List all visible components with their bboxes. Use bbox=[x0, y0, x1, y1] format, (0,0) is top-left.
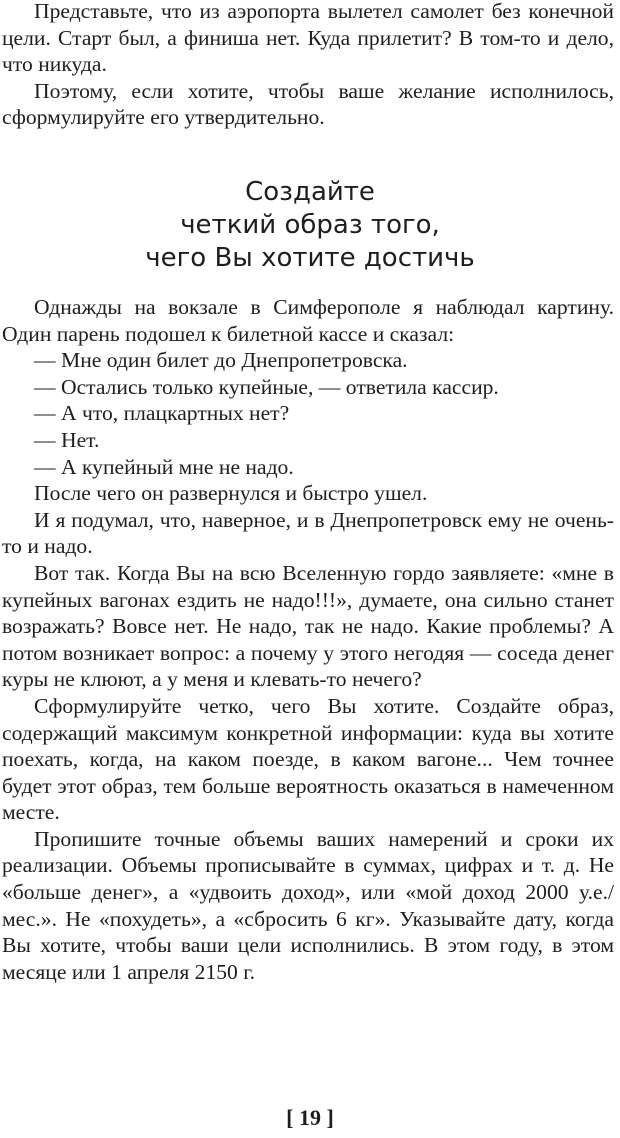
paragraph: Пропишите точные объемы ваших намерений и сроки их реализации. Объемы прописывайте в суммах, цифрах и т. д. Не «больше денег», а «удвоить доход», или «мой доход 2000 у.е./мес.». Не «похудеть», а «сбросить 6 кг». Указывайте дату, когда Вы хотите, чтобы ваши цели исполнились. В этом году, в этом месяце или 1 апреля 2150 г. bbox=[2, 826, 614, 984]
dialog-line: — Остались только купейные, — ответила кассир. bbox=[34, 374, 499, 399]
paragraph: Вот так. Когда Вы на всю Вселенную гордо заявляете: «мне в купейных вагонах ездить не надо!!!», думаете, она сильно станет возражать? Вовсе нет. Не надо, так не надо. Какие проблемы? А потом возникает вопрос: а почему у этого негодяя — соседа денег куры не клюют, а у меня и клевать-то нечего? bbox=[2, 560, 614, 692]
paragraph: Однажды на вокзале в Симферополе я наблюдал картину. Один парень подошел к билетной кассе и сказал: bbox=[2, 295, 614, 346]
heading-line: четкий образ того, bbox=[180, 210, 440, 240]
heading-line: Создайте bbox=[245, 177, 375, 207]
paragraph: И я подумал, что, наверное, и в Днепропетровск ему не очень-то и надо. bbox=[2, 507, 614, 559]
heading-line: чего Вы хотите достичь bbox=[145, 243, 475, 273]
dialog-line: — Нет. bbox=[34, 427, 100, 452]
intro-text bbox=[2, 0, 614, 131]
dialog-line: — А купейный мне не надо. bbox=[34, 454, 294, 479]
dialog-line: — Мне один билет до Днепропетровска. bbox=[34, 348, 408, 373]
body-text bbox=[2, 294, 614, 985]
page-number: [ 19 ] bbox=[286, 1105, 334, 1130]
section-heading bbox=[0, 176, 620, 275]
paragraph: Сформулируйте четко, чего Вы хотите. Создайте образ, содержащий максимум конкретной информации: куда вы хотите поехать, когда, на каком поезде, в каком вагоне... Чем точнее будет этот образ, тем больше вероятность оказаться в намеченном месте. bbox=[2, 693, 614, 825]
paragraph: После чего он развернулся и быстро ушел. bbox=[34, 481, 428, 506]
paragraph: Поэтому, если хотите, чтобы ваше желание исполнилось, сформулируйте его утвердительно. bbox=[2, 78, 614, 130]
dialog-line: — А что, плацкартных нет? bbox=[34, 401, 290, 426]
paragraph: Представьте, что из аэропорта вылетел самолет без конечной цели. Старт был, а финиша нет. Куда прилетит? В том-то и дело, что никуда. bbox=[2, 0, 614, 77]
